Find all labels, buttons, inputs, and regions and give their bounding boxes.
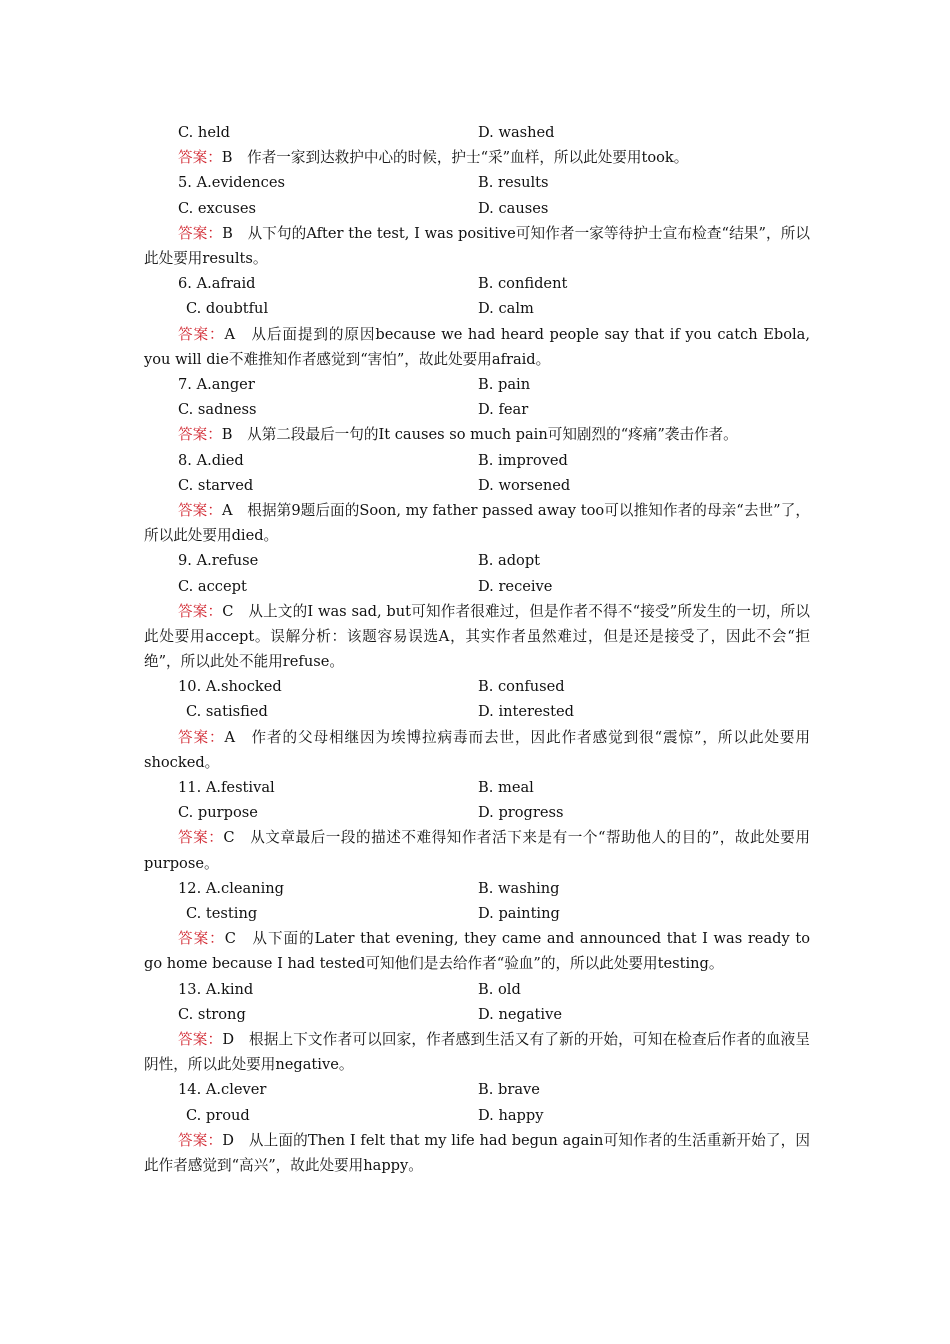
answer-text: C 从下面的Later that evening, they came and announced that I was ready to go home because I had tested可知他们是去给作者“验血”的，所以此处要用testing。	[144, 930, 810, 973]
option-right: D. calm	[478, 300, 534, 318]
answer-label: 答案：	[178, 1031, 223, 1049]
answer-text: D 根据上下文作者可以回家，作者感到生活又有了新的开始，可知在检查后作者的血液呈阴性，所以此处要用negative。	[144, 1031, 810, 1074]
option-row	[144, 699, 810, 724]
answer-label: 答案：	[178, 1131, 223, 1149]
option-left: 5. A.evidences	[178, 174, 285, 192]
option-right: D. worsened	[478, 476, 571, 494]
answer-text: C 从上文的I was sad, but可知作者很难过，但是作者不得不“接受”所发生的一切，所以此处要用accept。误解分析：该题容易误选A，其实作者虽然难过，但是还是接受了，因此不会“拒绝”，所以此处不能用refuse。	[144, 602, 810, 671]
answer-label: 答案：	[178, 325, 225, 343]
answer-key-content	[144, 120, 810, 1178]
answer-explanation	[144, 322, 810, 372]
option-right: D. interested	[478, 703, 574, 721]
option-row	[144, 1103, 810, 1128]
answer-text: D 从上面的Then I felt that my life had begun again可知作者的生活重新开始了，因此作者感觉到“高兴”，故此处要用happy。	[144, 1131, 810, 1174]
option-left: 12. A.cleaning	[178, 879, 285, 897]
answer-label: 答案：	[178, 728, 225, 746]
answer-text: C 从文章最后一段的描述不难得知作者活下来是有一个“帮助他人的目的”，故此处要用purpose。	[144, 829, 810, 872]
option-row	[144, 674, 810, 699]
option-right: B. confident	[478, 275, 568, 293]
option-row	[144, 977, 810, 1002]
answer-text: B 从下句的After the test, I was positive可知作者一家等待护士宣布检查“结果”，所以此处要用results。	[144, 224, 810, 267]
option-row	[144, 1002, 810, 1027]
answer-explanation	[144, 1128, 810, 1178]
option-left: C. proud	[186, 1106, 250, 1124]
option-left: 11. A.festival	[178, 779, 275, 797]
option-right: D. fear	[478, 401, 529, 419]
answer-label: 答案：	[178, 930, 225, 948]
answer-label: 答案：	[178, 602, 223, 620]
answer-text: A 作者的父母相继因为埃博拉病毒而去世，因此作者感觉到很“震惊”，所以此处要用shocked。	[144, 728, 810, 771]
option-row	[144, 775, 810, 800]
option-left: C. held	[178, 124, 230, 141]
answer-text: B 作者一家到达救护中心的时候，护士“采”血样，所以此处要用took。	[221, 149, 689, 167]
option-right: D. negative	[478, 1005, 562, 1023]
answer-label: 答案：	[178, 426, 222, 444]
answer-explanation	[144, 599, 810, 675]
answer-explanation	[144, 498, 810, 548]
answer-text: A 根据第9题后面的Soon, my father passed away too可以推知作者的母亲“去世”了，所以此处要用died。	[144, 501, 810, 545]
answer-explanation	[144, 422, 810, 447]
option-right: B. adopt	[478, 552, 541, 570]
option-row	[144, 1077, 810, 1102]
option-right: B. improved	[478, 451, 568, 469]
option-row	[144, 876, 810, 901]
option-left: 13. A.kind	[178, 980, 254, 998]
option-row	[144, 120, 810, 145]
option-right: B. washing	[478, 879, 560, 897]
option-left: 9. A.refuse	[178, 552, 259, 570]
option-right: D. receive	[478, 577, 553, 595]
answer-explanation	[144, 1027, 810, 1077]
option-right: B. meal	[478, 779, 534, 797]
option-right: B. confused	[478, 678, 565, 696]
option-row	[144, 901, 810, 926]
option-row	[144, 196, 810, 221]
option-row	[144, 397, 810, 422]
option-row	[144, 548, 810, 573]
option-row	[144, 448, 810, 473]
option-row	[144, 473, 810, 498]
option-right: B. pain	[478, 375, 531, 393]
option-right: D. painting	[478, 905, 560, 923]
answer-text: A 从后面提到的原因because we had heard people say that if you catch Ebola, you will die不难推知作者感觉到“害怕”，故此处要用afraid。	[144, 325, 810, 368]
answer-label: 答案：	[178, 224, 223, 242]
option-row	[144, 800, 810, 825]
option-right: B. brave	[478, 1081, 540, 1099]
option-right: D. happy	[478, 1106, 544, 1124]
option-left: 6. A.afraid	[178, 275, 256, 293]
option-row	[144, 271, 810, 296]
option-row	[144, 574, 810, 599]
option-left: C. satisfied	[186, 703, 268, 721]
answer-explanation	[144, 926, 810, 976]
option-left: C. doubtful	[186, 300, 269, 318]
option-left: 8. A.died	[178, 451, 244, 469]
option-right: D. causes	[478, 199, 549, 217]
option-left: 14. A.clever	[178, 1081, 267, 1099]
option-left: 10. A.shocked	[178, 678, 282, 696]
option-right: D. progress	[478, 804, 564, 822]
answer-label: 答案：	[178, 149, 222, 167]
answer-explanation	[144, 221, 810, 271]
option-left: C. strong	[178, 1005, 246, 1023]
option-left: 7. A.anger	[178, 375, 255, 393]
option-row	[144, 170, 810, 195]
option-left: C. accept	[178, 577, 247, 595]
option-right: B. old	[478, 980, 521, 998]
answer-explanation	[144, 725, 810, 775]
answer-label: 答案：	[178, 501, 223, 519]
option-right: B. results	[478, 174, 549, 192]
answer-label: 答案：	[178, 829, 224, 847]
answer-text: B 从第二段最后一句的It causes so much pain可知剧烈的“疼痛”袭击作者。	[221, 426, 738, 444]
option-row	[144, 296, 810, 321]
answer-explanation	[144, 145, 810, 170]
option-left: C. excuses	[178, 199, 256, 217]
option-left: C. sadness	[178, 401, 257, 419]
option-left: C. purpose	[178, 804, 258, 822]
option-row	[144, 372, 810, 397]
option-left: C. testing	[186, 905, 258, 923]
option-right: D. washed	[478, 124, 555, 141]
option-left: C. starved	[178, 476, 254, 494]
answer-explanation	[144, 825, 810, 875]
